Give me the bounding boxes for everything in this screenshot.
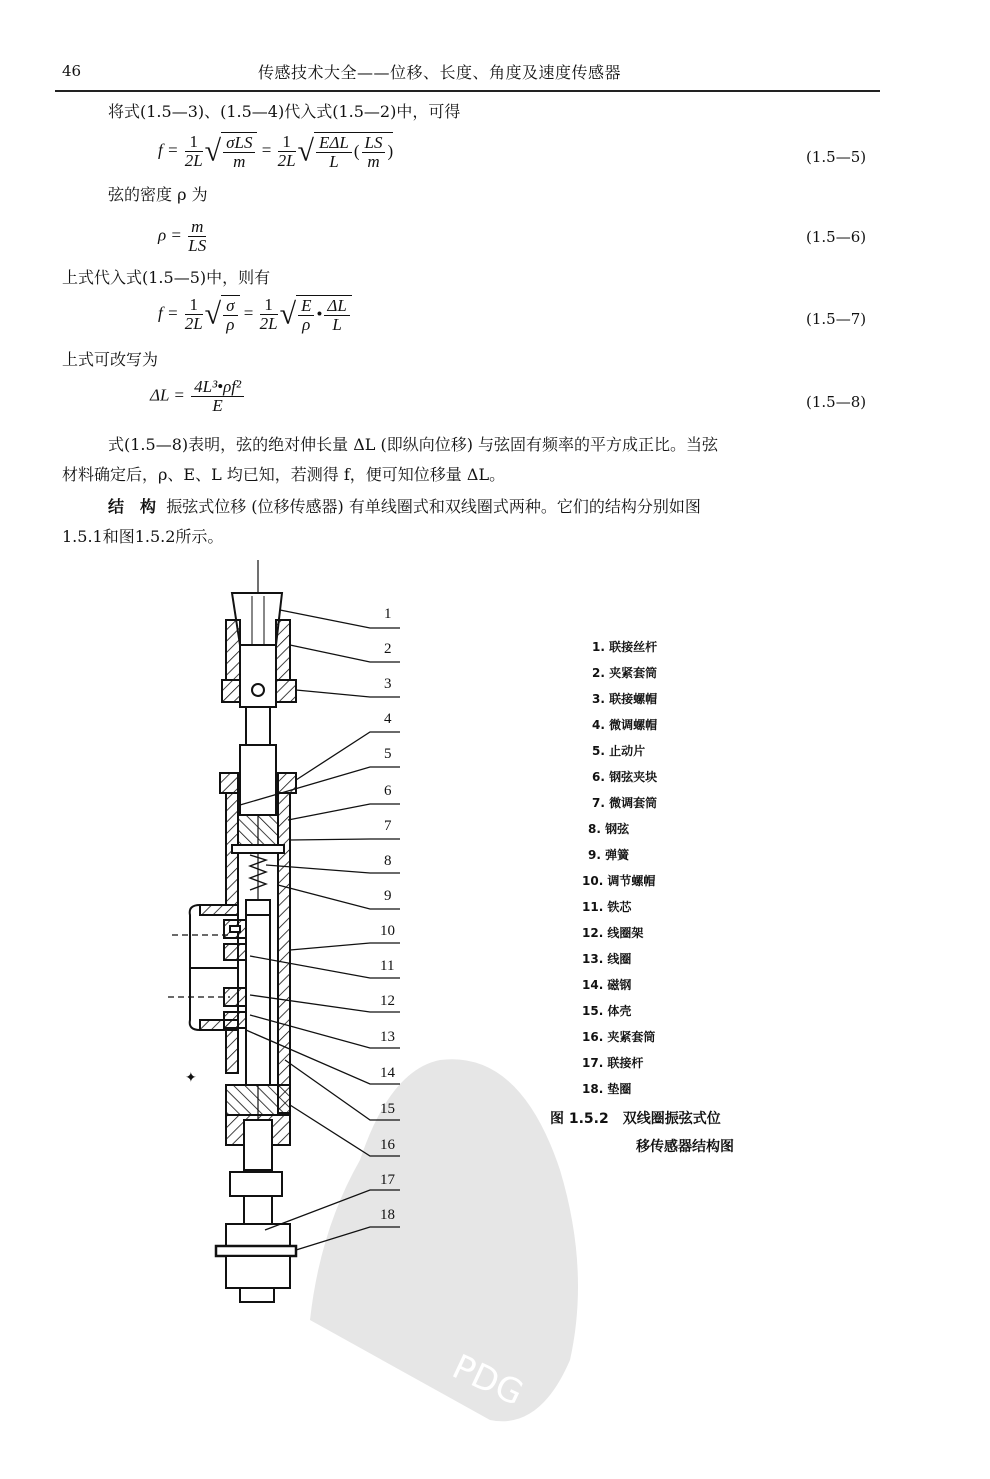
legend-item: 1. 联接丝杆 — [592, 640, 658, 654]
fraction: $\frac{1}{2L}$ — [184, 132, 203, 170]
callout-label: 12 — [380, 993, 395, 1009]
substitution-line: 上式代入式(1.5—5)中，则有 — [62, 268, 271, 287]
figure-caption: 移传感器结构图 — [636, 1139, 734, 1155]
sqrt: √ $\frac{\text{σLS}}{m}$ — [205, 132, 258, 171]
legend-item: 14. 磁钢 — [582, 978, 632, 992]
paragraph-line: 式(1.5—8)表明，弦的绝对伸长量 ΔL (即纵向位移) 与弦固有频率的平方成正比。当弦 — [108, 435, 719, 454]
legend-item: 17. 联接杆 — [582, 1056, 644, 1070]
equation-1-5-6: ρ = $\frac{m}{LS}$ — [158, 217, 207, 255]
legend-item: 2. 夹紧套筒 — [592, 666, 658, 680]
callout-label: 4 — [384, 711, 392, 727]
page-number: 46 — [62, 62, 82, 80]
legend-item: 13. 线圈 — [582, 952, 632, 966]
legend-item: 9. 弹簧 — [588, 848, 630, 862]
equation-1-5-7: f = $\frac{1}{2L}$ √ $\frac{\sigma}{\rho}$ = $\frac{1}{2L}$ √ $\frac{E}{\rho}$ • $\frac{\Delta L}{L}$ — [158, 295, 352, 334]
callout-label: 14 — [380, 1065, 395, 1081]
paragraph-line — [108, 492, 701, 522]
intro-line: 将式(1.5—3)、(1.5—4)代入式(1.5—2)中，可得 — [108, 102, 461, 121]
legend-item: 12. 线圈架 — [582, 926, 644, 940]
legend-item: 11. 铁芯 — [582, 900, 632, 914]
legend-item: 15. 体壳 — [582, 1004, 632, 1018]
equation-number: (1.5—7) — [806, 310, 867, 328]
callout-label: 9 — [384, 888, 392, 904]
svg-text:✦: ✦ — [185, 1070, 197, 1086]
legend-item: 8. 钢弦 — [588, 822, 630, 836]
callout-label: 6 — [384, 783, 392, 799]
legend-item: 7. 微调套筒 — [592, 796, 658, 810]
paragraph-line: 1.5.1和图1.5.2所示。 — [62, 527, 224, 546]
legend-item: 6. 钢弦夹块 — [592, 770, 658, 784]
callout-label: 10 — [380, 923, 395, 939]
legend-item: 3. 联接螺帽 — [592, 692, 658, 706]
callout-label: 2 — [384, 641, 392, 657]
equation-number: (1.5—8) — [806, 393, 867, 411]
figure-caption: 图 1.5.2 双线圈振弦式位 — [550, 1111, 721, 1127]
callout-label: 18 — [380, 1207, 395, 1223]
callout-label: 1 — [384, 606, 392, 622]
callout-label: 13 — [380, 1029, 395, 1045]
equation-1-5-5: f = $\frac{1}{2L}$ √ $\frac{\text{σLS}}{m}$ = $\frac{1}{2L}$ √ $\frac{\text{EΔL}}{L}$ ( $\frac{LS}{m}$ ) — [158, 132, 394, 171]
legend-item: 16. 夹紧套筒 — [582, 1030, 656, 1044]
legend-item: 4. 微调螺帽 — [592, 718, 658, 732]
section-heading: 结 构 — [108, 497, 157, 516]
running-title: 传感技术大全——位移、长度、角度及速度传感器 — [258, 63, 622, 82]
equation-number: (1.5—6) — [806, 228, 867, 246]
density-line: 弦的密度 ρ 为 — [108, 185, 208, 204]
callout-label: 7 — [384, 818, 392, 834]
paragraph-text: 振弦式位移 (位移传感器) 有单线圈式和双线圈式两种。它们的结构分别如图 — [166, 497, 701, 516]
equation-number: (1.5—5) — [806, 148, 867, 166]
callout-label: 5 — [384, 746, 392, 762]
legend-item: 5. 止动片 — [592, 744, 646, 758]
callout-label: 15 — [380, 1101, 395, 1117]
callout-label: 17 — [380, 1172, 395, 1188]
callout-label: 8 — [384, 853, 392, 869]
paragraph-line: 材料确定后，ρ、E、L 均已知，若测得 f，便可知位移量 ΔL。 — [62, 465, 506, 484]
callout-label: 16 — [380, 1137, 395, 1153]
svg-text:PDG: PDG — [446, 1346, 530, 1415]
sensor-structure-diagram — [160, 560, 410, 1320]
callout-label: 11 — [380, 958, 395, 974]
header-rule — [55, 90, 880, 92]
equation-1-5-8: ΔL = $\frac{\text{4L³•ρf²}}{E}$ — [150, 378, 246, 415]
legend-item: 18. 垫圈 — [582, 1082, 632, 1096]
callout-label: 3 — [384, 676, 392, 692]
rewrite-line: 上式可改写为 — [62, 350, 159, 369]
legend-item: 10. 调节螺帽 — [582, 874, 656, 888]
eq-lhs: f = — [158, 140, 179, 160]
